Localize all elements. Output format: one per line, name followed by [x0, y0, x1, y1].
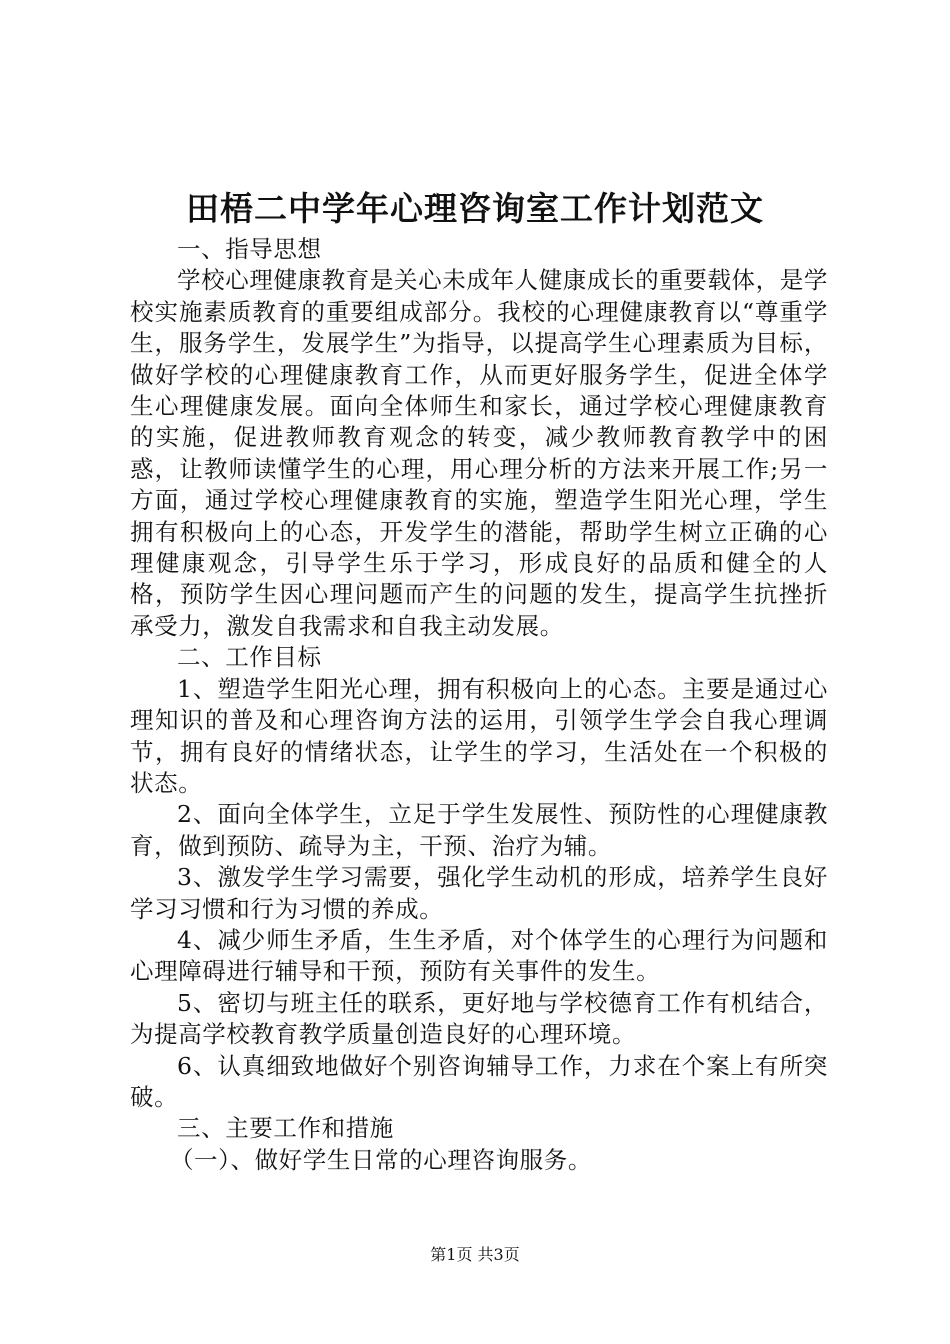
document-title: 田梧二中学年心理咨询室工作计划范文	[186, 189, 764, 228]
document-body	[130, 234, 828, 1176]
list-item-goal-4: 4、减少师生矛盾，生生矛盾，对个体学生的心理行为问题和心理障碍进行辅导和干预，预防有关事件的发生。	[130, 925, 828, 986]
list-item-goal-6: 6、认真细致地做好个别咨询辅导工作，力求在个案上有所突破。	[130, 1051, 828, 1111]
section-heading-guiding-ideology: 一、指导思想	[177, 235, 322, 263]
list-item-goal-2: 2、面向全体学生，立足于学生发展性、预防性的心理健康教育，做到预防、疏导为主，干预、治疗为辅。	[130, 800, 828, 860]
page-footer: 第1页 共3页	[430, 1245, 520, 1264]
subsection-heading-counseling: （一）、做好学生日常的心理咨询服务。	[169, 1145, 592, 1174]
section-heading-work-goals: 二、工作目标	[177, 643, 322, 672]
list-item-goal-5: 5、密切与班主任的联系，更好地与学校德育工作有机结合，为提高学校教育教学质量创造良好的心理环境。	[130, 988, 828, 1049]
list-item-goal-3: 3、激发学生学习需要，强化学生动机的形成，培养学生良好学习习惯和行为习惯的养成。	[130, 863, 828, 923]
paragraph-guiding-ideology: 学校心理健康教育是关心未成年人健康成长的重要载体，是学校实施素质教育的重要组成部分。我校的心理健康教育以“尊重学生，服务学生，发展学生”为指导，以提高学生心理素质为目标，做好学校的心理健康教育工作，从而更好服务学生，促进全体学生心理健康发展。面向全体师生和家长，通过学校心理健康教育的实施，促进教师教育观念的转变，减少教师教育教学中的困惑，让教师读懂学生的心理，用心理分析的方法来开展工作;另一方面，通过学校心理健康教育的实施，塑造学生阳光心理，学生拥有积极向上的心态，开发学生的潜能，帮助学生树立正确的心理健康观念，引导学生乐于学习，形成良好的品质和健全的人格，预防学生因心理问题而产生的问题的发生，提高学生抗挫折承受力，激发自我需求和自我主动发展。	[130, 266, 828, 640]
section-heading-main-work: 三、主要工作和措施	[177, 1114, 394, 1143]
list-item-goal-1: 1、塑造学生阳光心理，拥有积极向上的心态。主要是通过心理知识的普及和心理咨询方法的运用，引领学生学会自我心理调节，拥有良好的情绪状态，让学生的学习，生活处在一个积极的状态。	[130, 674, 828, 797]
